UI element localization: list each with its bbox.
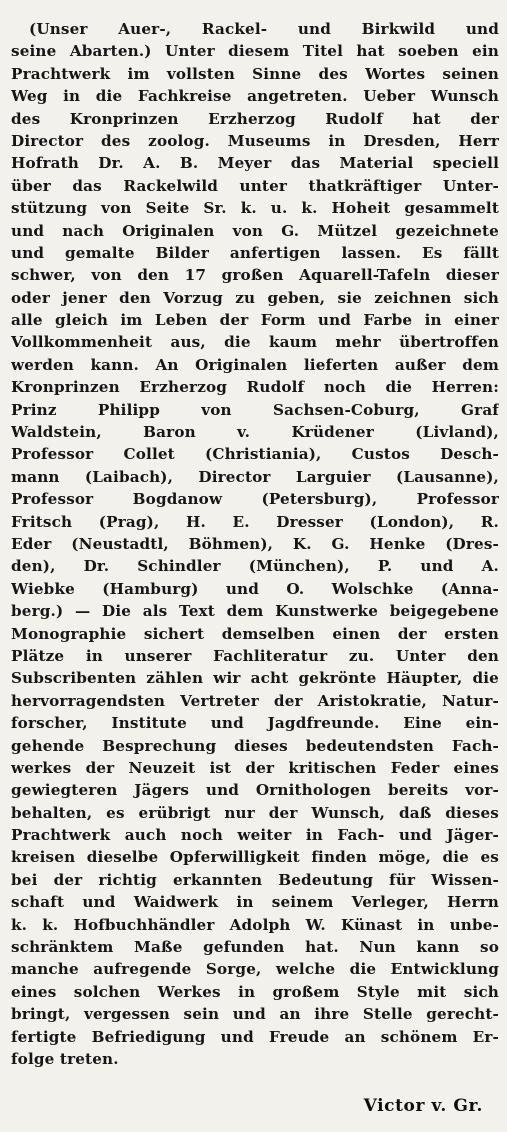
- article-line: seine Abarten.) Unter diesem Titel hat soeben ein: [11, 42, 499, 61]
- article-line: und gemalte Bilder anfertigen lassen. Es fällt: [11, 243, 499, 262]
- article-line: und nach Originalen von G. Mützel gezeichnete: [11, 221, 499, 240]
- article-line: schwer, von den 17 großen Aquarell-Tafeln dieser: [11, 266, 499, 285]
- article-line: Kronprinzen Erzherzog Rudolf noch die Herren:: [11, 378, 499, 397]
- article-line: k. k. Hofbuchhändler Adolph W. Künast in unbe-: [11, 915, 499, 934]
- article-line: mann (Laibach), Director Larguier (Lausanne),: [11, 467, 499, 486]
- article-line: Weg in die Fachkreise angetreten. Ueber Wunsch: [11, 87, 499, 106]
- article-line: (Unser Auer-, Rackel- und Birkwild und: [29, 20, 499, 38]
- article-line: oder jener den Vorzug zu geben, sie zeichnen sich: [11, 288, 499, 307]
- article-line: berg.) — Die als Text dem Kunstwerke beigegebene: [11, 602, 499, 621]
- article-line: Fritsch (Prag), H. E. Dresser (London), R.: [11, 512, 499, 531]
- article-line: Wiebke (Hamburg) und O. Wolschke (Anna-: [11, 579, 499, 598]
- article-line: fertigte Befriedigung und Freude an schönem Er-: [11, 1027, 499, 1046]
- article-line: schränktem Maße gefunden hat. Nun kann so: [11, 938, 499, 957]
- article-line: gehende Besprechung dieses bedeutendsten Fach-: [11, 736, 499, 755]
- article-line: Professor Collet (Christiania), Custos Desch-: [11, 445, 499, 464]
- article-line: Prachtwerk im vollsten Sinne des Wortes seinen: [11, 64, 499, 83]
- article-line: des Kronprinzen Erzherzog Rudolf hat der: [11, 109, 499, 128]
- article-line: folge treten.: [11, 1049, 119, 1068]
- article-line: forscher, Institute und Jagdfreunde. Eine ein-: [11, 714, 499, 733]
- article-line: Hofrath Dr. A. B. Meyer das Material speciell: [11, 154, 499, 173]
- article-line: Plätze in unserer Fachliteratur zu. Unter den: [11, 646, 499, 665]
- article-line: eines solchen Werkes in großem Style mit sich: [11, 982, 499, 1001]
- article-line: Prachtwerk auch noch weiter in Fach- und Jäger-: [11, 826, 499, 845]
- article-line: stützung von Seite Sr. k. u. k. Hoheit gesammelt: [11, 199, 499, 218]
- author-signature: Victor v. Gr.: [363, 1096, 483, 1116]
- article-line: Monographie sichert demselben einen der ersten: [11, 624, 499, 643]
- article-line: alle gleich im Leben der Form und Farbe in einer: [11, 311, 499, 330]
- article-line: bei der richtig erkannten Bedeutung für Wissen-: [11, 870, 499, 889]
- article-line: Waldstein, Baron v. Krüdener (Livland),: [11, 423, 499, 442]
- article-line: über das Rackelwild unter thatkräftiger Unter-: [11, 176, 499, 195]
- article-line: werden kann. An Originalen lieferten außer dem: [11, 355, 499, 374]
- article-line: Prinz Philipp von Sachsen-Coburg, Graf: [11, 400, 499, 419]
- article-line: Director des zoolog. Museums in Dresden, Herr: [11, 131, 499, 150]
- article-line: werkes der Neuzeit ist der kritischen Feder eines: [11, 758, 499, 777]
- article-line: behalten, es erübrigt nur der Wunsch, daß dieses: [11, 803, 499, 822]
- article-line: den), Dr. Schindler (München), P. und A.: [11, 557, 499, 576]
- article-line: gewiegteren Jägers und Ornithologen bereits vor-: [11, 781, 499, 800]
- article-line: bringt, vergessen sein und an ihre Stelle gerecht-: [11, 1005, 499, 1024]
- article-line: Professor Bogdanow (Petersburg), Professor: [11, 490, 499, 509]
- article-line: Eder (Neustadtl, Böhmen), K. G. Henke (Dres-: [11, 534, 499, 553]
- article-line: kreisen dieselbe Opferwilligkeit finden möge, die es: [11, 848, 499, 867]
- article-line: hervorragendsten Vertreter der Aristokratie, Natur-: [11, 691, 499, 710]
- article-body: [11, 18, 499, 1070]
- article-line: Vollkommenheit aus, die kaum mehr übertroffen: [11, 333, 499, 352]
- article-line: manche aufregende Sorge, welche die Entwicklung: [11, 960, 499, 979]
- article-line: schaft und Waidwerk in seinem Verleger, Herrn: [11, 893, 499, 912]
- article-line: Subscribenten zählen wir acht gekrönte Häupter, die: [11, 669, 499, 688]
